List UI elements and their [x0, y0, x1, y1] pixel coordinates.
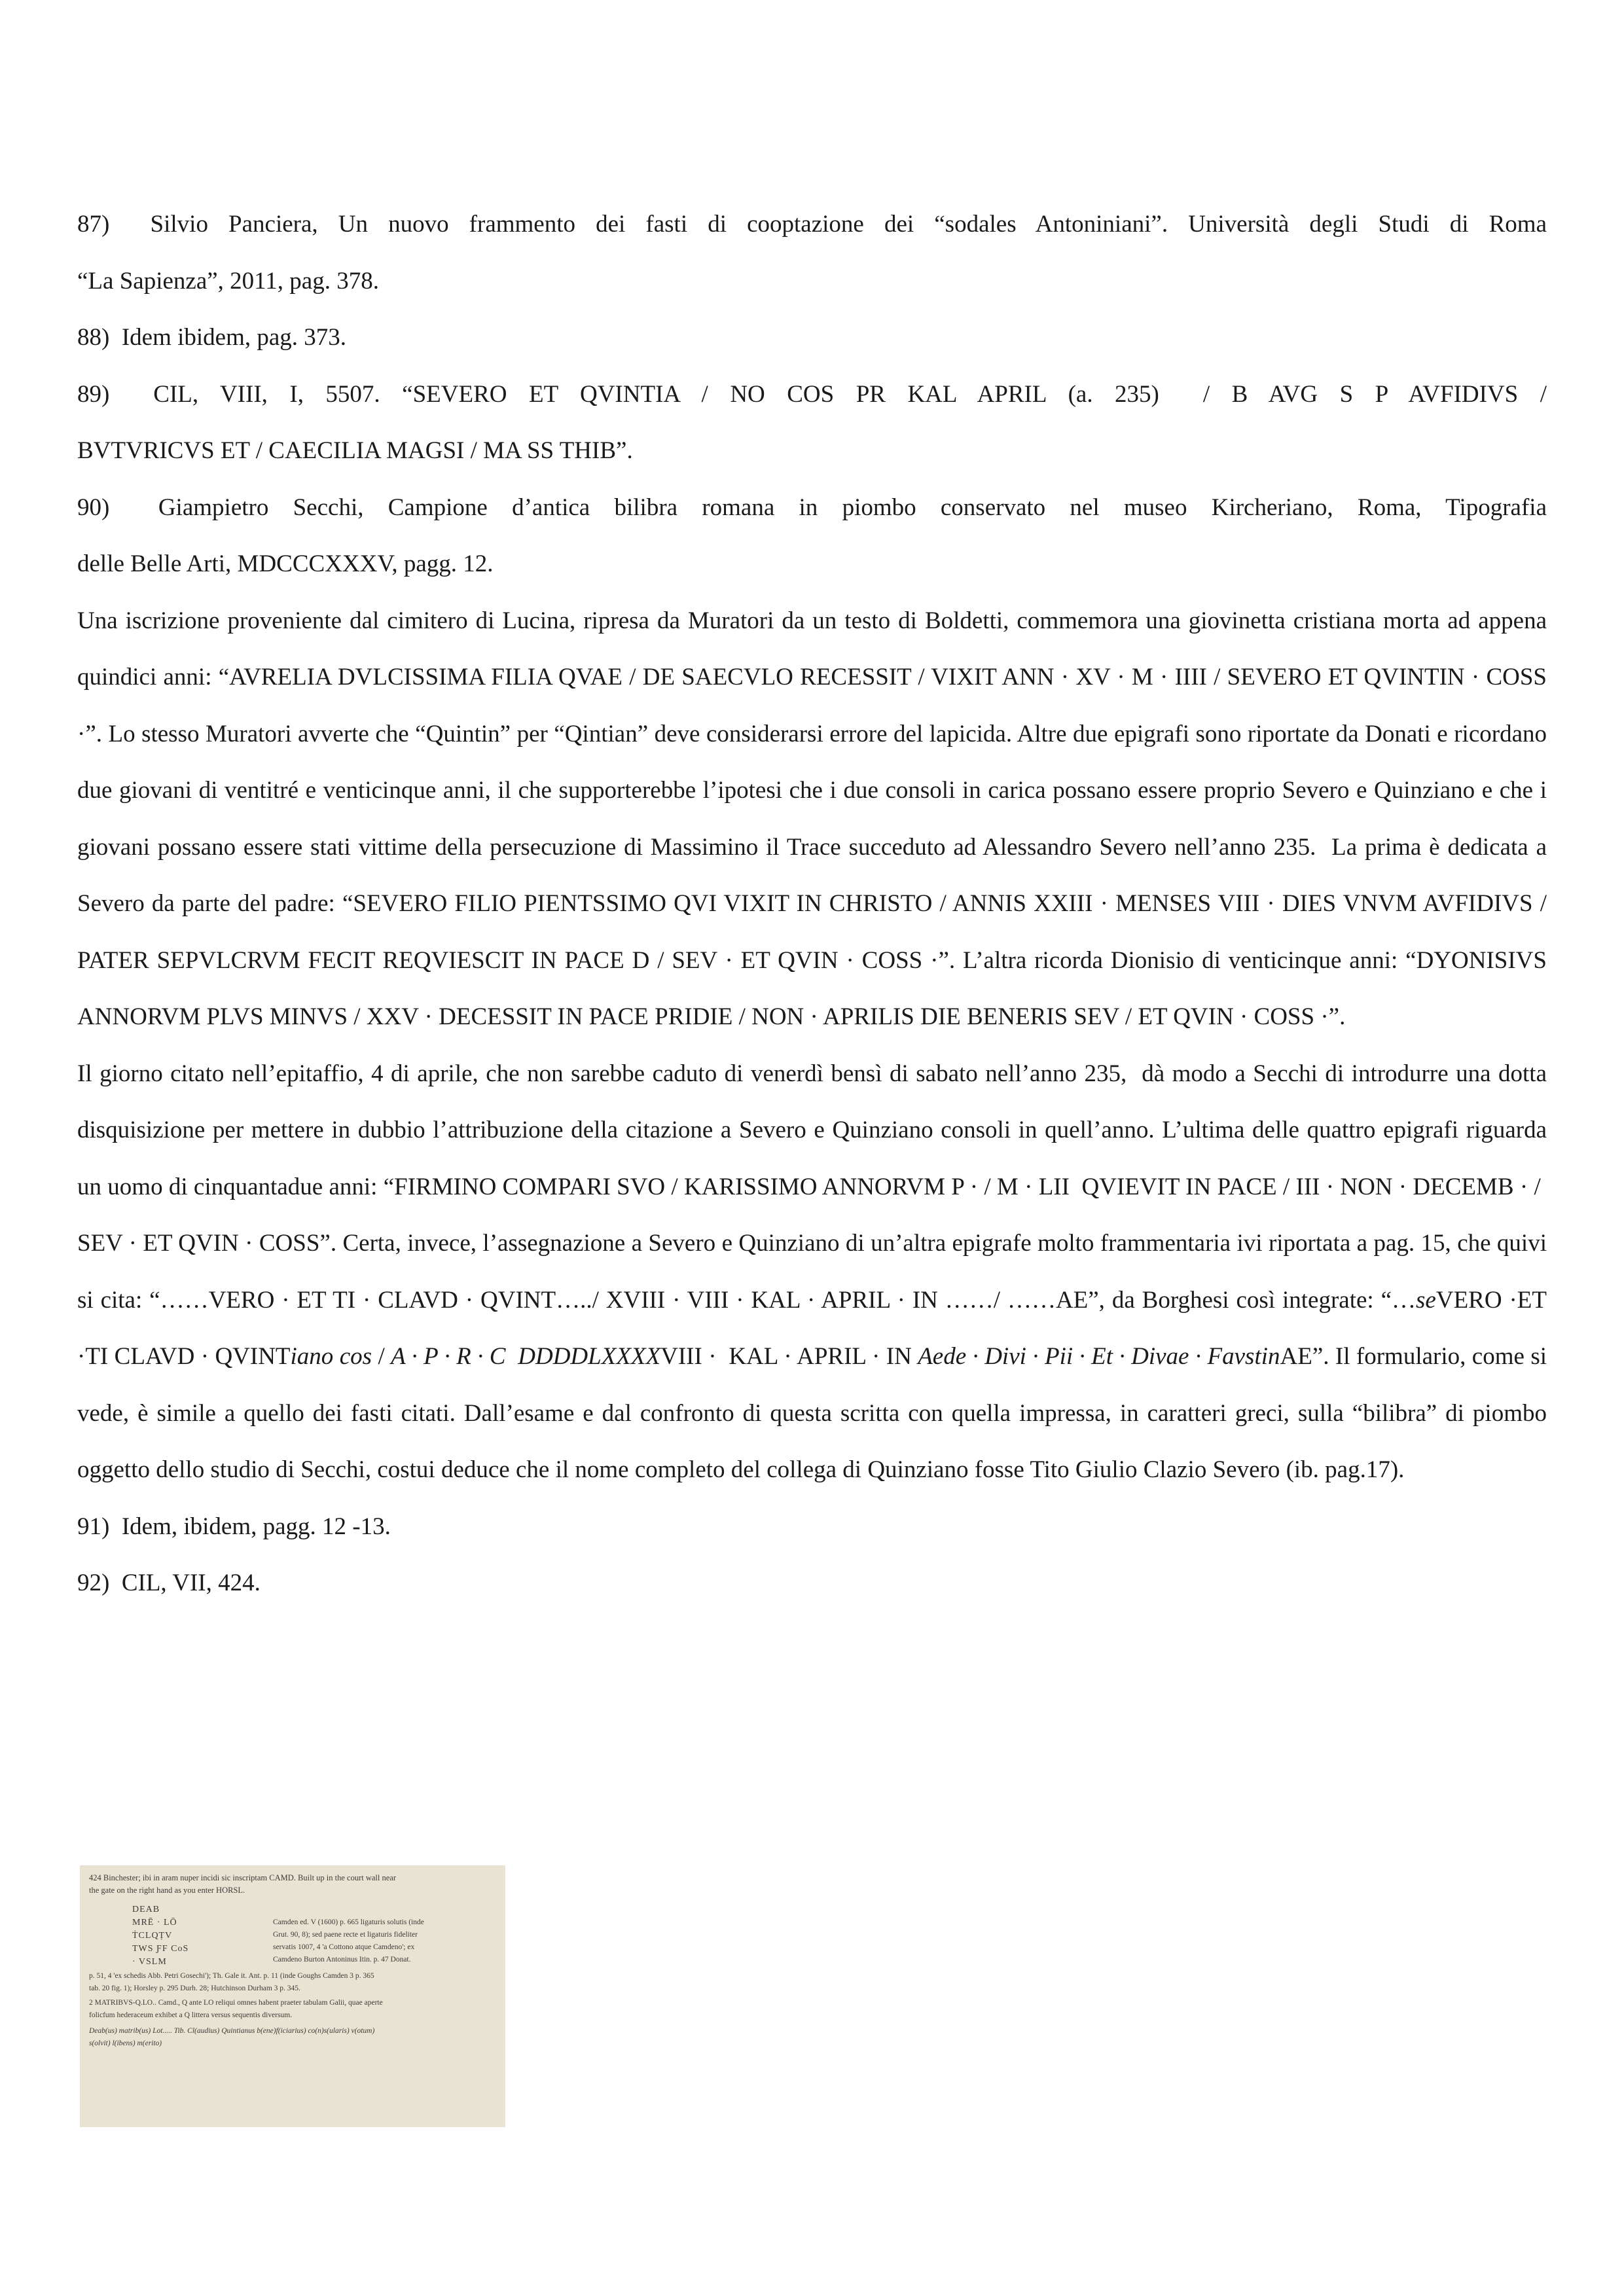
- paragraph-2-vero: VERO ·ET ·TI CLAVD · QVINT: [77, 1286, 1547, 1370]
- paragraph-2-italic-aede: Aede · Divi · Pii · Et · Divae · Favstin: [918, 1343, 1280, 1370]
- note-91: 91) Idem, ibidem, pagg. 12 -13.: [77, 1513, 391, 1540]
- scan-line-2: the gate on the right hand as you enter HORSL.: [89, 1886, 245, 1895]
- scan-line-3: p. 51, 4 'ex schedis Abb. Petri Gosechi'); Th. Gale it. Ant. p. 11 (inde Goughs Camden 3 p. 365: [89, 1972, 374, 1980]
- paragraph-2-italic-aprc: A · P · R · C DDDDLXXXX: [391, 1343, 661, 1370]
- note-90-line-1: 90) Giampietro Secchi, Campione d’antica bilibra romana in piombo conservato nel museo Kircheriano, Roma, Tipografia: [77, 493, 1547, 521]
- scan-line-4: tab. 20 fig. 1); Horsley p. 295 Durh. 28; Hutchinson Durham 3 p. 345.: [89, 1984, 300, 1992]
- note-90-line-2: delle Belle Arti, MDCCCXXXV, pagg. 12.: [77, 550, 494, 577]
- note-89-line-2: BVTVRICVS ET / CAECILIA MAGSI / MA SS THIB”.: [77, 437, 633, 464]
- note-87-line-1: 87) Silvio Panciera, Un nuovo frammento dei fasti di cooptazione dei “sodales Antoniniani”. Università degli Studi di Roma: [77, 211, 1547, 238]
- scan-line-7: Deab(us) matrib(us) Lot..... Tib. Cl(audius) Quintianus b(ene)f(iciarius) co(n)s(ularis) v(otum): [89, 2027, 375, 2035]
- inscription-line-5: · VSLM: [132, 1957, 167, 1967]
- scan-col-line-3: servatis 1007, 4 'a Cottono atque Camdeno'; ex: [273, 1943, 415, 1951]
- paragraph-2-italic-iano: iano cos: [290, 1343, 372, 1370]
- note-87-line-2: “La Sapienza”, 2011, pag. 378.: [77, 267, 379, 295]
- scan-col-line-2: Grut. 90, 8); sed paene recte et ligaturis fideliter: [273, 1931, 418, 1939]
- note-89-line-1: 89) CIL, VIII, I, 5507. “SEVERO ET QVINTIA / NO COS PR KAL APRIL (a. 235) / B AVG S P AVFIDIVS /: [77, 380, 1547, 408]
- scan-line-8: s(olvit) l(ibens) m(erito): [89, 2039, 162, 2047]
- note-88: 88) Idem ibidem, pag. 373.: [77, 324, 347, 351]
- scan-line-5: 2 MATRIBVS-Q.LO.. Camd., Q ante LO reliqui omnes habent praeter tabulam Galii, quae aperte: [89, 1999, 383, 2007]
- note-92: 92) CIL, VII, 424.: [77, 1570, 261, 1596]
- footnotes-body: [77, 196, 1547, 1612]
- inscription-line-1: DEAB: [132, 1905, 160, 1914]
- scan-line-6: folicfum hederaceum exhibet a Q littera versus sequentis diversum.: [89, 2011, 293, 2019]
- inscription-line-3: ṪCLQṬV: [132, 1931, 173, 1941]
- scan-col-line-1: Camden ed. V (1600) p. 665 ligaturis solutis (inde: [273, 1918, 424, 1926]
- note-90-paragraph-2: [77, 1046, 1547, 1499]
- inscription-line-2: MRĒ · LŌ: [132, 1918, 177, 1928]
- paragraph-2-text: Il giorno citato nell’epitaffio, 4 di aprile, che non sarebbe caduto di venerdì bensì di sabato nell’anno 235, dà modo a Secchi di introdurre una dotta disquisizione per mettere in dubbio l’attribuzione della citazione a Severo e Quinziano consoli in quell’anno. L’ultima delle quattro epigrafi riguarda un uomo di cinquantadue anni: “FIRMINO COMPARI SVO / KARISSIMO ANNORVM P · / M · LII QVIEVIT IN PACE / III · NON · DECEMB · / SEV · ET QVIN · COSS”. Certa, invece, l’assegnazione a Severo e Quinziano di un’altra epigrafe molto frammentaria ivi riportata a pag. 15, che quivi si cita: “……VERO · ET TI · CLAVD · QVINT…../ XVIII · VIII · KAL · APRIL · IN ……/ ……AE”, da Borghesi così integrate: “…: [77, 1060, 1547, 1314]
- paragraph-2-italic-se: se: [1416, 1286, 1436, 1314]
- paragraph-2-end: AE”. Il formulario, come si vede, è simile a quello dei fasti citati. Dall’esame e dal confronto di questa scritta con quella impressa, in caratteri greci, sulla “bilibra” di piombo oggetto dello studio di Secchi, costui deduce che il nome completo del collega di Quinziano fosse Tito Giulio Clazio Severo (ib. pag.17).: [77, 1343, 1547, 1483]
- note-90-paragraph-1: Una iscrizione proveniente dal cimitero di Lucina, ripresa da Muratori da un testo di Boldetti, commemora una giovinetta cristiana morta ad appena quindici anni: “AVRELIA DVLCISSIMA FILIA QVAE / DE SAECVLO RECESSIT / VIXIT ANN · XV · M · IIII / SEVERO ET QVINTIN · COSS ·”. Lo stesso Muratori avverte che “Quintin” per “Qintian” deve considerarsi errore del lapicida. Altre due epigrafi sono riportate da Donati e ricordano due giovani di ventitré e venticinque anni, il che supporterebbe l’ipotesi che i due consoli in carica possano essere proprio Severo e Quinziano e che i giovani possano essere stati vittime della persecuzione di Massimino il Trace succeduto ad Alessandro Severo nell’anno 235. La prima è dedicata a Severo da parte del padre: “SEVERO FILIO PIENTSSIMO QVI VIXIT IN CHRISTO / ANNIS XXIII · MENSES VIII · DIES VNVM AVFIDIVS / PATER SEPVLCRVM FECIT REQVIESCIT IN PACE D / SEV · ET QVIN · COSS ·”. L’altra ricorda Dionisio di venticinque anni: “DYONISIVS ANNORVM PLVS MINVS / XXV · DECESSIT IN PACE PRIDIE / NON · APRILIS DIE BENERIS SEV / ET QVIN · COSS ·”.: [77, 607, 1547, 1030]
- paragraph-2-slash: /: [372, 1343, 391, 1370]
- cil-excerpt-image: [80, 1865, 505, 2127]
- paragraph-2-viii: VIII · KAL · APRIL · IN: [660, 1343, 918, 1370]
- scan-col-line-4: Camdeno Burton Antoninus Itin. p. 47 Donat.: [273, 1956, 411, 1964]
- inscription-line-4: TWS ƑF CoS: [132, 1944, 189, 1954]
- scan-line-1: 424 Binchester; ibi in aram nuper incidi sic inscriptam CAMD. Built up in the court wall near: [89, 1873, 397, 1882]
